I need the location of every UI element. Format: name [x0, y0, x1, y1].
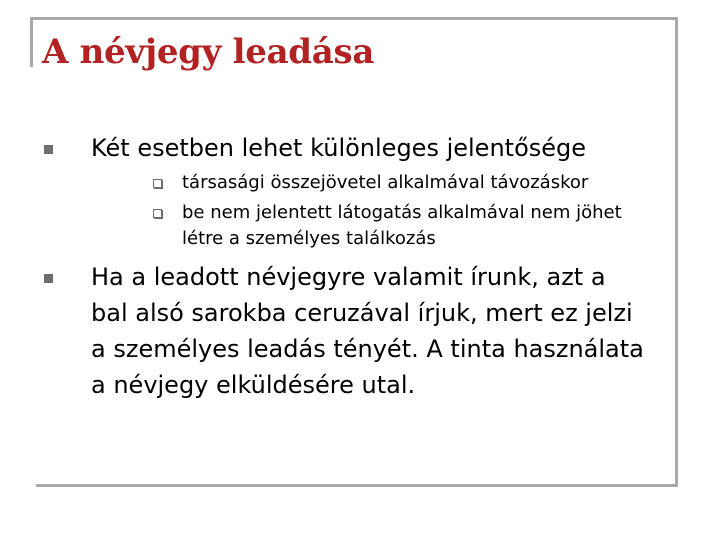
bullet-text-continued: a névjegy elküldésére utal. [91, 371, 416, 399]
bullet-text-continued: bal alsó sarokba ceruzával írjuk, mert ez jelzi [91, 299, 633, 327]
bullet-text: Két esetben lehet különleges jelentősége [91, 134, 587, 162]
hollow-square-bullet-icon [153, 209, 162, 218]
sub-bullet-text: társasági összejövetel alkalmával távozáskor [182, 172, 589, 193]
frame-bottom-border [36, 484, 678, 487]
sub-bullet-text-continued: létre a személyes találkozás [182, 228, 436, 249]
slide-title: A névjegy leadása [42, 32, 375, 72]
frame-top-border [30, 17, 678, 20]
hollow-square-bullet-icon [153, 179, 162, 188]
frame-right-border [675, 17, 678, 487]
square-bullet-icon [44, 145, 53, 154]
bullet-text: Ha a leadott névjegyre valamit írunk, azt a [91, 263, 606, 291]
square-bullet-icon [44, 274, 53, 283]
bullet-text-continued: a személyes leadás tényét. A tinta használata [91, 335, 644, 363]
frame-left-border [30, 17, 33, 67]
sub-bullet-text: be nem jelentett látogatás alkalmával nem jöhet [182, 202, 622, 223]
